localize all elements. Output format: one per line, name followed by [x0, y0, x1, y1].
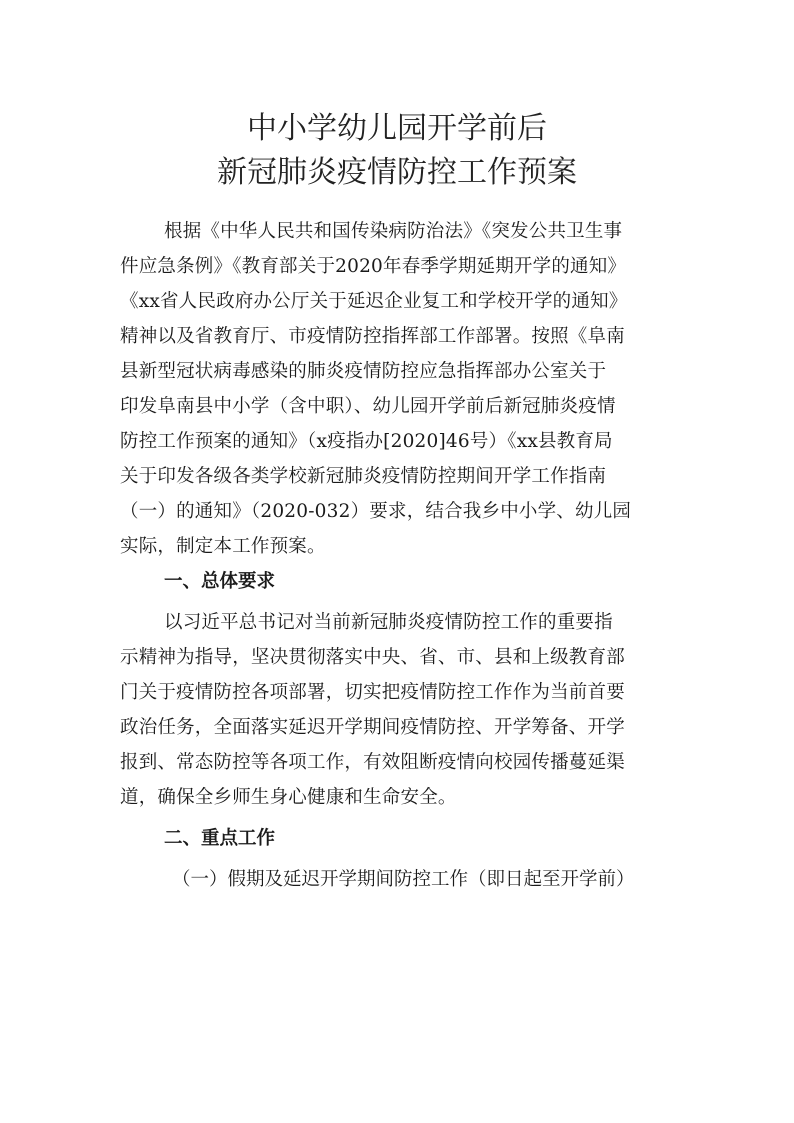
intro-line: 实际，制定本工作预案。 — [120, 536, 326, 557]
section-heading-key-tasks: 二、重点工作 — [164, 828, 276, 849]
section1-line: 报到、常态防控等各项工作，有效阻断疫情向校园传播蔓延渠 — [120, 752, 625, 773]
intro-line: 印发阜南县中小学（含中职）、幼儿园开学前后新冠肺炎疫情 — [120, 396, 616, 417]
section1-line: 门关于疫情防控各项部署，切实把疫情防控工作作为当前首要 — [120, 682, 625, 703]
intro-line: 防控工作预案的通知》（x疫指办[2020]46号）《xx县教育局 — [120, 431, 613, 452]
document-title-line-1: 中小学幼儿园开学前后 — [247, 111, 547, 146]
subsection-heading-holiday-prevention: （一）假期及延迟开学期间防控工作（即日起至开学前） — [172, 869, 635, 890]
document-body — [120, 214, 680, 897]
intro-line: 根据《中华人民共和国传染病防治法》《突发公共卫生事 — [164, 221, 623, 242]
intro-line: 精神以及省教育厅、市疫情防控指挥部工作部署。按照《阜南 — [120, 326, 625, 347]
intro-line: 件应急条例》《教育部关于2020年春季学期延期开学的通知》 — [120, 256, 627, 277]
section1-line: 政治任务，全面落实延迟开学期间疫情防控、开学筹备、开学 — [120, 717, 625, 738]
intro-line: 县新型冠状病毒感染的肺炎疫情防控应急指挥部办公室关于 — [120, 361, 607, 382]
intro-line: （一）的通知》（2020-032）要求，结合我乡中小学、幼儿园 — [120, 501, 632, 522]
section1-line: 以习近平总书记对当前新冠肺炎疫情防控工作的重要指 — [164, 612, 613, 633]
section-heading-general-requirements: 一、总体要求 — [164, 571, 276, 592]
intro-line: 关于印发各级各类学校新冠肺炎疫情防控期间开学工作指南 — [120, 466, 607, 487]
document-title-line-2: 新冠肺炎疫情防控工作预案 — [217, 155, 577, 190]
intro-line: 《xx省人民政府办公厅关于延迟企业复工和学校开学的通知》 — [120, 291, 628, 312]
section1-line: 示精神为指导，坚决贯彻落实中央、省、市、县和上级教育部 — [120, 647, 625, 668]
section1-line: 道，确保全乡师生身心健康和生命安全。 — [120, 787, 457, 808]
